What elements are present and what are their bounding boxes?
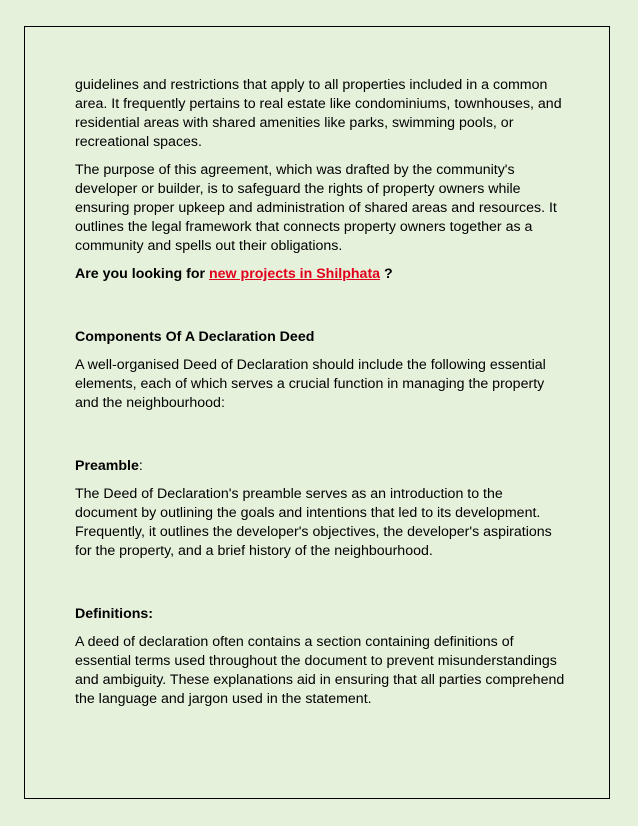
preamble-paragraph: The Deed of Declaration's preamble serves as an introduction to the document by outlining the goals and intentions that led to its development. Frequently, it outlines the developer's objectives, the developer's aspirations for the property, and a brief history of the neighbourhood. bbox=[75, 486, 552, 559]
purpose-paragraph: The purpose of this agreement, which was drafted by the community's developer or builder, is to safeguard the rights of property owners while ensuring proper upkeep and administration of shared areas and resources. It outlines the legal framework that connects property owners together as a community and spells out their obligations. bbox=[75, 162, 557, 254]
definitions-heading: Definitions: bbox=[75, 606, 154, 622]
promo-prefix: Are you looking for bbox=[75, 266, 209, 282]
promo-line bbox=[75, 265, 567, 284]
spacer bbox=[75, 422, 567, 457]
spacer bbox=[75, 570, 567, 605]
preamble-heading-line bbox=[75, 457, 567, 476]
intro-paragraph: guidelines and restrictions that apply to all properties included in a common area. It frequently pertains to real estate like condominiums, townhouses, and residential areas with shared amenities like parks, swimming pools, or recreational spaces. bbox=[75, 77, 562, 150]
preamble-heading-colon: : bbox=[138, 458, 143, 474]
spacer bbox=[75, 293, 567, 328]
components-paragraph: A well-organised Deed of Declaration should include the following essential elements, each of which serves a crucial function in managing the property and the neighbourhood: bbox=[75, 357, 546, 411]
promo-suffix: ? bbox=[380, 266, 393, 282]
document-body bbox=[75, 76, 567, 718]
shilphata-projects-link[interactable]: new projects in Shilphata bbox=[209, 266, 381, 282]
definitions-paragraph: A deed of declaration often contains a section containing definitions of essential terms used throughout the document to prevent misunderstandings and ambiguity. These explanations aid in ensuring that all parties comprehend the language and jargon used in the statement. bbox=[75, 634, 565, 707]
preamble-heading: Preamble bbox=[75, 458, 139, 474]
components-heading: Components Of A Declaration Deed bbox=[75, 329, 315, 345]
